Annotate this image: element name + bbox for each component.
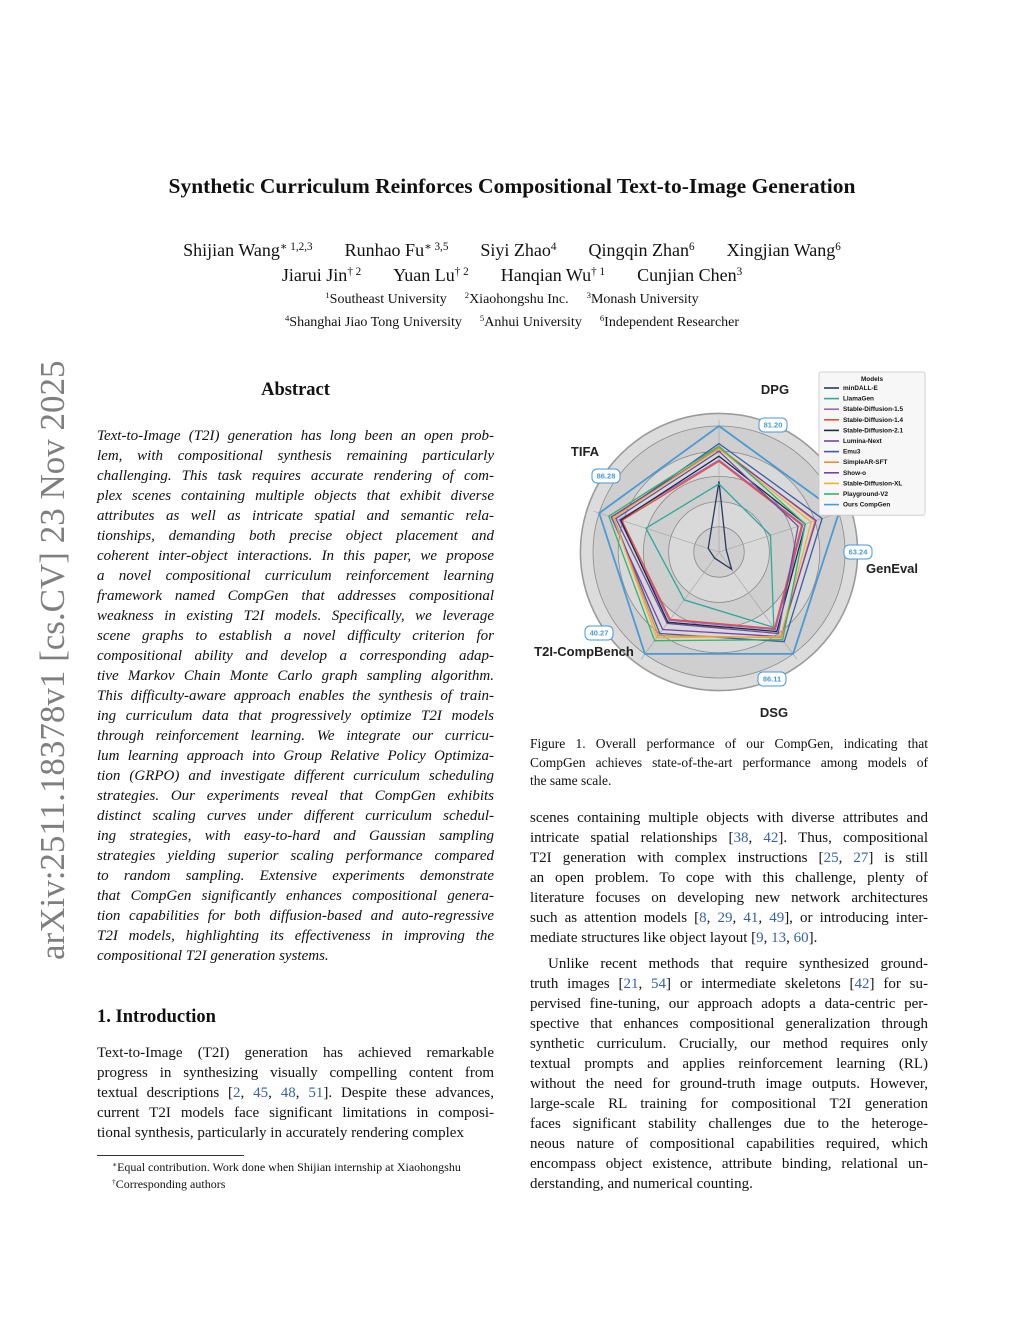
- abstract-body: [97, 426, 494, 966]
- author-name: Hanqian Wu: [500, 265, 592, 285]
- introduction-body: [97, 1043, 494, 1143]
- citation-link[interactable]: 21: [623, 976, 639, 992]
- text-line: [530, 1154, 928, 1174]
- text-line: tive Markov Chain Monte Carlo graph sampling algorithm.: [97, 668, 494, 684]
- citation-link[interactable]: 45: [253, 1085, 269, 1101]
- text-line: [530, 994, 928, 1014]
- author: [183, 240, 312, 260]
- citation-link[interactable]: 60: [793, 930, 809, 946]
- text-run: ,: [638, 976, 652, 992]
- legend-entry: minDALL-E: [843, 385, 878, 392]
- text-run: ,: [732, 910, 744, 926]
- author-name: Cunjian Chen: [637, 265, 737, 285]
- introduction-heading: 1. Introduction: [97, 1007, 216, 1027]
- citation-link[interactable]: 9: [756, 930, 764, 946]
- text-line: [530, 1034, 928, 1054]
- text-line: CompGen achieves state-of-the-art performance among models of: [530, 754, 928, 770]
- affiliation-number: 6: [599, 313, 605, 324]
- legend-entry: Show-o: [843, 469, 867, 477]
- author: [727, 240, 841, 260]
- text-line: Figure 1. Overall performance of our CompGen, indicating that: [530, 736, 928, 751]
- text-line: ing strategies, with easy-to-hard and Gaussian sampling: [97, 828, 494, 844]
- text-run: neous nature of compositional capabilities required, which: [530, 1136, 928, 1152]
- text-line: a novel compositional curriculum reinforcement learning: [97, 568, 494, 584]
- radar-axis-label: T2I-CompBench: [534, 644, 634, 659]
- text-run: without the need for ground-truth image outputs. However,: [530, 1076, 928, 1092]
- figure-1-caption: [530, 735, 928, 791]
- author: [588, 240, 694, 260]
- text-line: [97, 1063, 494, 1083]
- text-line: strategies yielding superior scaling performance compared: [97, 848, 494, 864]
- text-run: ] or intermediate skeletons [: [666, 976, 855, 992]
- text-run: Text-to-Image (T2I) generation has achieved remarkable: [97, 1045, 494, 1061]
- footnote: [112, 1176, 502, 1193]
- author: [480, 240, 556, 260]
- text-run: ,: [240, 1085, 254, 1101]
- text-run: progress in synthesizing visually compelling content from: [97, 1065, 494, 1081]
- legend-title: Models: [860, 376, 884, 383]
- text-line: strategies. Our experiments reveal that CompGen exhibits: [97, 788, 494, 804]
- arxiv-identifier: arXiv:2511.18378v1 [cs.CV] 23 Nov 2025: [33, 360, 72, 960]
- affiliation: [600, 315, 739, 330]
- text-run: ,: [295, 1085, 309, 1101]
- text-run: ] for su-: [869, 976, 928, 992]
- citation-link[interactable]: 38: [733, 830, 749, 846]
- text-line: tion capabilities for both diffusion-based and auto-regressive: [97, 908, 494, 924]
- text-line: [530, 868, 928, 888]
- author-list-row-1: [0, 240, 1024, 261]
- affiliation-name: Shanghai Jiao Tong University: [289, 315, 462, 330]
- text-line: [530, 1074, 928, 1094]
- citation-link[interactable]: 49: [769, 910, 785, 926]
- radar-axis-label: DSG: [759, 705, 789, 720]
- author: [501, 265, 605, 285]
- footnotes: [112, 1159, 502, 1193]
- text-run: ,: [758, 910, 770, 926]
- text-run: synthetic curriculum. Crucially, our method requires only: [530, 1036, 928, 1052]
- text-run: ]. Despite these advances,: [323, 1085, 495, 1101]
- text-line: that CompGen significantly enhances compositional genera-: [97, 888, 494, 904]
- text-run: literature focuses on developing new network architectures: [530, 890, 928, 906]
- text-run: ,: [748, 830, 764, 846]
- affiliation: [587, 292, 699, 307]
- affiliations-row-1: [0, 292, 1024, 308]
- legend-entry: Stable-Diffusion-XL: [843, 480, 903, 488]
- author-superscript: 6: [688, 240, 695, 253]
- citation-link[interactable]: 41: [743, 910, 759, 926]
- citation-link[interactable]: 13: [771, 930, 787, 946]
- author-superscript: † 1: [591, 265, 606, 278]
- radar-axis-label: GenEval: [865, 561, 919, 576]
- text-line: [530, 1014, 928, 1034]
- author-name: Runhao Fu: [344, 240, 425, 260]
- legend-entry: Stable-Diffusion-1.5: [843, 406, 904, 414]
- author-list-row-2: [0, 265, 1024, 286]
- radar-value-label: 86.11: [762, 674, 782, 684]
- author-superscript: † 2: [454, 265, 469, 278]
- text-line: [530, 808, 928, 828]
- citation-link[interactable]: 48: [280, 1085, 296, 1101]
- text-line: This difficulty-aware approach enables the synthesis of train-: [97, 688, 494, 704]
- author-name: Jiarui Jin: [281, 265, 348, 285]
- citation-link[interactable]: 51: [308, 1085, 324, 1101]
- text-line: attributes as well as intricate spatial and semantic rela-: [97, 508, 494, 524]
- text-run: ,: [268, 1085, 281, 1101]
- text-run: pervised fine-tuning, our approach adopts a data-centric per-: [530, 996, 928, 1012]
- text-run: ], or introducing inter-: [784, 910, 929, 926]
- citation-link[interactable]: 2: [233, 1085, 241, 1101]
- text-run: ,: [786, 930, 794, 946]
- text-run: encompass object existence, attribute binding, relational un-: [530, 1156, 928, 1172]
- text-line: [530, 1054, 928, 1074]
- text-run: Unlike recent methods that require synthesized ground-: [548, 956, 928, 972]
- text-run: ] is still: [868, 850, 928, 866]
- text-line: [97, 1083, 494, 1103]
- citation-link[interactable]: 42: [854, 976, 870, 992]
- author-superscript: ∗ 1,2,3: [279, 240, 313, 253]
- legend-entry: Lumina-Next: [843, 438, 882, 445]
- text-line: [97, 1043, 494, 1063]
- author-superscript: 4: [550, 240, 557, 253]
- legend-entry: Playground-V2: [843, 491, 889, 498]
- author: [282, 265, 361, 285]
- author-name: Xingjian Wang: [726, 240, 836, 260]
- intro-paragraph-continued: [530, 808, 928, 948]
- text-run: ].: [808, 930, 818, 946]
- text-run: large-scale RL training for compositional T2I generation: [530, 1096, 928, 1112]
- author-name: Shijian Wang: [183, 240, 280, 260]
- affiliation: [465, 292, 569, 307]
- author-superscript: 6: [835, 240, 841, 253]
- text-line: Text-to-Image (T2I) generation has long been an open prob-: [97, 428, 494, 444]
- text-line: plex scenes containing multiple objects that exhibit diverse: [97, 488, 494, 504]
- abstract-heading: Abstract: [261, 380, 330, 400]
- text-run: mediate structures like object layout [: [530, 930, 757, 946]
- text-line: [530, 1134, 928, 1154]
- text-line: [530, 1174, 928, 1194]
- author-name: Yuan Lu: [393, 265, 455, 285]
- affiliation-number: 5: [479, 313, 485, 324]
- citation-link[interactable]: 8: [699, 910, 707, 926]
- text-line: [97, 1123, 494, 1143]
- affiliation-number: 1: [325, 290, 330, 301]
- affiliation-name: Anhui University: [484, 315, 582, 330]
- figure-1-radar-chart: [522, 362, 934, 730]
- affiliation-number: 4: [284, 313, 290, 324]
- text-line: the same scale.: [530, 773, 612, 789]
- text-line: T2I models, highlighting its effectiveness in improving the: [97, 928, 494, 944]
- text-run: tional synthesis, particularly in accurately rendering complex: [97, 1125, 464, 1141]
- text-run: spective that enhances compositional generalization through: [530, 1016, 928, 1032]
- text-run: textual prompts and applies reinforcement learning (RL): [530, 1056, 928, 1072]
- text-run: ,: [763, 930, 772, 946]
- text-run: an open problem. To cope with this challenge, plenty of: [530, 870, 928, 886]
- text-run: ,: [838, 850, 854, 866]
- text-line: [97, 1103, 494, 1123]
- radar-axis-label: DPG: [760, 382, 790, 397]
- text-run: intricate spatial relationships [: [530, 830, 734, 846]
- text-run: ,: [706, 910, 718, 926]
- text-run: T2I generation with complex instructions [: [530, 850, 824, 866]
- text-line: lem, with compositional synthesis remaining particularly: [97, 448, 494, 464]
- affiliation-name: Xiaohongshu Inc.: [469, 292, 569, 307]
- text-line: lum learning approach into Group Relative Policy Optimiza-: [97, 748, 494, 764]
- text-line: to random sampling. Extensive experiments demonstrate: [97, 868, 494, 884]
- citation-link[interactable]: 29: [717, 910, 733, 926]
- author-superscript: 3: [736, 265, 743, 278]
- text-run: such as attention models [: [530, 910, 700, 926]
- text-run: truth images [: [530, 976, 624, 992]
- author-name: Qingqin Zhan: [588, 240, 689, 260]
- affiliations-row-2: [0, 315, 1024, 331]
- text-line: [530, 848, 928, 868]
- text-line: scene graphs to establish a novel difficulty criterion for: [97, 628, 494, 644]
- radar-axis-label: TIFA: [570, 444, 600, 459]
- text-line: distinct scaling curves under different curriculum schedul-: [97, 808, 494, 824]
- text-line: ing curriculum data that progressively optimize T2I models: [97, 708, 494, 724]
- text-line: [530, 1114, 928, 1134]
- citation-link[interactable]: 42: [763, 830, 779, 846]
- radar-value-label: 86.28: [596, 471, 616, 481]
- citation-link[interactable]: 27: [853, 850, 869, 866]
- footnote-symbol: †: [112, 1176, 116, 1186]
- text-line: framework named CompGen that addresses compositional: [97, 588, 494, 604]
- radar-value-label: 63.24: [848, 547, 868, 557]
- text-line: tion (GRPO) and investigate different curriculum scheduling: [97, 768, 494, 784]
- affiliation: [325, 292, 446, 307]
- citation-link[interactable]: 25: [823, 850, 839, 866]
- radar-value-label: 40.27: [589, 628, 609, 638]
- footnote-text: Corresponding authors: [115, 1177, 226, 1191]
- legend-entry: LlamaGen: [843, 395, 874, 403]
- text-line: coherent inter-object interactions. In this paper, we propose: [97, 548, 494, 564]
- text-line: [530, 828, 928, 848]
- text-line: [530, 974, 928, 994]
- text-line: compositional ability and develop a corresponding adap-: [97, 648, 494, 664]
- affiliation: [285, 315, 462, 330]
- text-run: derstanding, and numerical counting.: [530, 1176, 753, 1192]
- affiliation-name: Monash University: [590, 292, 699, 307]
- text-line: [530, 928, 928, 948]
- text-run: current T2I models face significant limitations in composi-: [97, 1105, 494, 1121]
- text-line: tionships, demanding both precise object placement and: [97, 528, 494, 544]
- text-line: compositional T2I generation systems.: [97, 948, 329, 964]
- text-line: [530, 954, 928, 974]
- legend-entry: Stable-Diffusion-1.4: [843, 416, 904, 424]
- text-run: textual descriptions [: [97, 1085, 234, 1101]
- legend-entry: Emu3: [843, 448, 861, 456]
- affiliation-number: 2: [464, 290, 470, 301]
- footnote: [112, 1159, 502, 1176]
- text-line: weakness in existing T2I models. Specifically, we leverage: [97, 608, 494, 624]
- legend-entry: Ours CompGen: [843, 501, 891, 509]
- paper-title: Synthetic Curriculum Reinforces Compositional Text-to-Image Generation: [168, 174, 856, 198]
- text-line: through reinforcement learning. We integrate our curricu-: [97, 728, 494, 744]
- affiliation: [480, 315, 582, 330]
- author: [637, 265, 742, 285]
- text-line: [530, 888, 928, 908]
- affiliation-name: Independent Researcher: [604, 315, 740, 330]
- footnote-text: Equal contribution. Work done when Shijian internship at Xiaohongshu: [117, 1160, 461, 1174]
- author: [345, 240, 449, 260]
- legend-entry: SimpleAR-SFT: [843, 459, 888, 467]
- text-line: challenging. This task requires accurate rendering of com-: [97, 468, 494, 484]
- author-superscript: † 2: [347, 265, 362, 278]
- intro-paragraph-2: [530, 954, 928, 1194]
- footnote-rule: [97, 1155, 244, 1156]
- affiliation-number: 3: [586, 290, 591, 301]
- citation-link[interactable]: 54: [651, 976, 667, 992]
- text-run: ]. Thus, compositional: [778, 830, 928, 846]
- legend-entry: Stable-Diffusion-2.1: [843, 427, 904, 435]
- radar-value-label: 81.20: [763, 420, 783, 430]
- text-run: faces significant stability challenges due to the heteroge-: [530, 1116, 928, 1132]
- text-line: [530, 908, 928, 928]
- text-run: scenes containing multiple objects with diverse attributes and: [530, 810, 928, 826]
- text-line: [530, 1094, 928, 1114]
- affiliation-name: Southeast University: [329, 292, 447, 307]
- author: [393, 265, 468, 285]
- author-superscript: ∗ 3,5: [424, 240, 449, 253]
- footnote-symbol: ∗: [112, 1159, 118, 1169]
- author-name: Siyi Zhao: [480, 240, 551, 260]
